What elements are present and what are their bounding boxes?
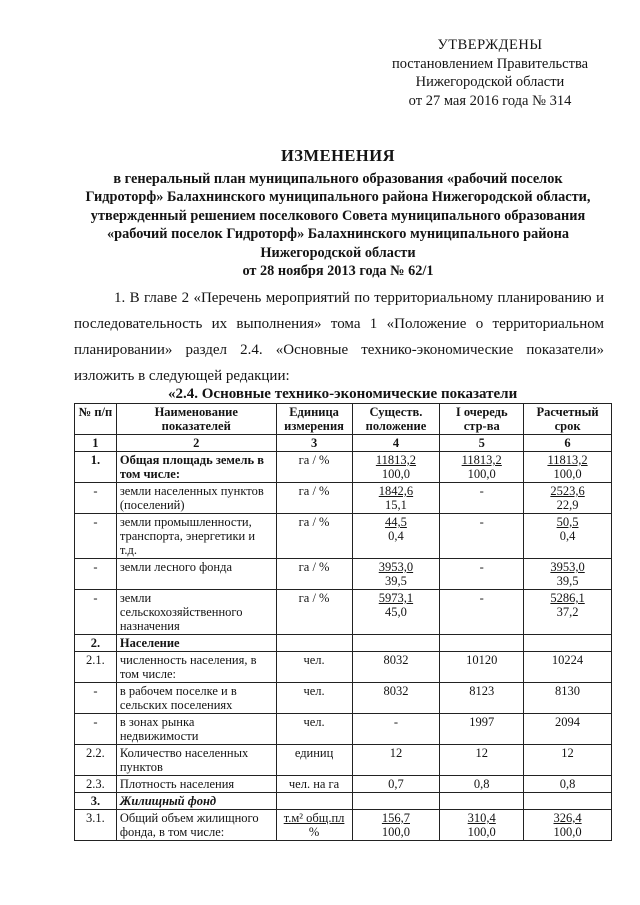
header-first-stage: I очередь стр-ва: [440, 404, 524, 435]
value: 1842,6: [378, 484, 414, 498]
value-pct: 100,0: [467, 467, 496, 481]
table-row: [75, 776, 612, 793]
row-num: 3.1.: [75, 810, 117, 841]
row-unit-pct: %: [308, 825, 320, 839]
value: -: [440, 483, 524, 514]
value-pct: 0,4: [559, 529, 576, 543]
value-pct: 39,5: [385, 574, 407, 588]
header-current: Существ. положение: [352, 404, 440, 435]
value: 50,5: [556, 515, 579, 529]
row-unit: т.м² общ.пл: [283, 811, 345, 825]
value: 8032: [352, 652, 440, 683]
paragraph-text: 1. В главе 2 «Перечень мероприятий по территориальному планированию и последовательность их выполнения» тома 1 «Положение о территориальном планировании» раздел 2.4. «Основные технико-экономические показатели» изложить в следующей редакции:: [74, 290, 604, 384]
approved-region: Нижегородской области: [415, 74, 565, 90]
row-num: -: [75, 714, 117, 745]
row-name: в рабочем поселке и в сельских поселениях: [116, 683, 276, 714]
value: 10224: [524, 652, 612, 683]
value-pct: 100,0: [553, 467, 582, 481]
column-number: 5: [440, 435, 524, 452]
value-pct: 45,0: [385, 605, 407, 619]
row-unit: га / %: [276, 514, 352, 559]
header-name: Наименование показателей: [116, 404, 276, 435]
table-row: [75, 745, 612, 776]
table-row: [75, 514, 612, 559]
value: 11813,2: [461, 453, 502, 467]
section-row: [75, 793, 612, 810]
approval-block: [360, 36, 620, 110]
table-row: [75, 652, 612, 683]
value-pct: 22,9: [556, 498, 579, 512]
value: 156,7: [381, 811, 410, 825]
value: 5973,1: [378, 591, 414, 605]
column-number: 1: [75, 435, 117, 452]
row-num: -: [75, 590, 117, 635]
value: 12: [440, 745, 524, 776]
value: 326,4: [553, 811, 582, 825]
column-number: 3: [276, 435, 352, 452]
row-num: -: [75, 559, 117, 590]
table-header-row: [75, 404, 612, 435]
value: 3953,0: [378, 560, 414, 574]
value: 3953,0: [550, 560, 585, 574]
value-pct: 0,4: [388, 529, 404, 543]
column-numbers-row: [75, 435, 612, 452]
header-target: Расчетный срок: [524, 404, 612, 435]
value-pct: 100,0: [553, 825, 582, 839]
table-row: [75, 810, 612, 841]
row-num: 2.2.: [75, 745, 117, 776]
approved-label: УТВЕРЖДЕНЫ: [437, 37, 543, 53]
value: -: [440, 590, 524, 635]
value: 0,8: [524, 776, 612, 793]
row-unit: га / %: [276, 590, 352, 635]
value: 5286,1: [550, 591, 585, 605]
table-row: [75, 559, 612, 590]
title-date: от 28 ноября 2013 года № 62/1: [242, 263, 434, 280]
approved-by: постановлением Правительства: [391, 55, 589, 72]
row-num: -: [75, 483, 117, 514]
value: 0,8: [440, 776, 524, 793]
row-num: 2.: [75, 635, 117, 652]
value: 44,5: [385, 515, 407, 529]
value: 2523,6: [550, 484, 585, 498]
row-name: земли населенных пунктов (поселений): [116, 483, 276, 514]
row-num: 1.: [75, 452, 117, 483]
indicators-table: [74, 403, 612, 841]
value: 8123: [440, 683, 524, 714]
header-num: № п/п: [75, 404, 117, 435]
value: 1997: [440, 714, 524, 745]
value: -: [352, 714, 440, 745]
main-paragraph: [74, 285, 604, 389]
value-pct: 100,0: [467, 825, 496, 839]
approved-date: от 27 мая 2016 года № 314: [408, 92, 572, 109]
row-unit: га / %: [276, 483, 352, 514]
table-row: [75, 683, 612, 714]
table-row: [75, 452, 612, 483]
value: -: [440, 559, 524, 590]
row-name: в зонах рынка недвижимости: [116, 714, 276, 745]
value-pct: 37,2: [556, 605, 579, 619]
value-pct: 39,5: [556, 574, 579, 588]
row-unit: га / %: [276, 559, 352, 590]
row-name: численность населения, в том числе:: [116, 652, 276, 683]
title-heading: ИЗМЕНЕНИЯ: [280, 146, 396, 165]
row-name: Общий объем жилищного фонда, в том числе:: [116, 810, 276, 841]
row-name: Общая площадь земель в том числе:: [116, 452, 276, 483]
document-title: [80, 146, 596, 280]
row-unit: единиц: [276, 745, 352, 776]
header-unit: Единица измерения: [276, 404, 352, 435]
value: -: [440, 514, 524, 559]
table-row: [75, 483, 612, 514]
title-body: в генеральный план муниципального образования «рабочий поселок Гидроторф» Балахнинского муниципального района Нижегородской области, утвержденный решением поселкового Совета муниципального образования «рабочий поселок Гидроторф» Балахнинского муниципального района Нижегородской области: [85, 171, 591, 261]
value-pct: 15,1: [385, 498, 407, 512]
value: 8032: [352, 683, 440, 714]
value: 11813,2: [375, 453, 417, 467]
value-pct: 100,0: [381, 825, 410, 839]
value-pct: 100,0: [381, 467, 410, 481]
column-number: 2: [116, 435, 276, 452]
row-unit: чел.: [276, 683, 352, 714]
row-name: Плотность населения: [116, 776, 276, 793]
row-num: 3.: [75, 793, 117, 810]
value: 12: [352, 745, 440, 776]
section-row: [75, 635, 612, 652]
row-num: -: [75, 683, 117, 714]
row-unit: га / %: [276, 452, 352, 483]
row-unit: чел.: [276, 714, 352, 745]
value: 2094: [524, 714, 612, 745]
value: 310,4: [467, 811, 496, 825]
column-number: 6: [524, 435, 612, 452]
table-caption: «2.4. Основные технико-экономические показатели: [168, 386, 518, 402]
value: 8130: [524, 683, 612, 714]
row-num: -: [75, 514, 117, 559]
row-name: Население: [116, 635, 276, 652]
table-row: [75, 714, 612, 745]
row-name: Жилищный фонд: [116, 793, 276, 810]
value: 0,7: [352, 776, 440, 793]
row-name: земли лесного фонда: [116, 559, 276, 590]
row-name: земли промышленности, транспорта, энергетики и т.д.: [116, 514, 276, 559]
row-num: 2.3.: [75, 776, 117, 793]
row-name: земли сельскохозяйственного назначения: [116, 590, 276, 635]
table-row: [75, 590, 612, 635]
row-unit: чел. на га: [276, 776, 352, 793]
row-num: 2.1.: [75, 652, 117, 683]
row-name: Количество населенных пунктов: [116, 745, 276, 776]
value: 11813,2: [547, 453, 588, 467]
value: 12: [524, 745, 612, 776]
value: 10120: [440, 652, 524, 683]
row-unit: чел.: [276, 652, 352, 683]
column-number: 4: [352, 435, 440, 452]
